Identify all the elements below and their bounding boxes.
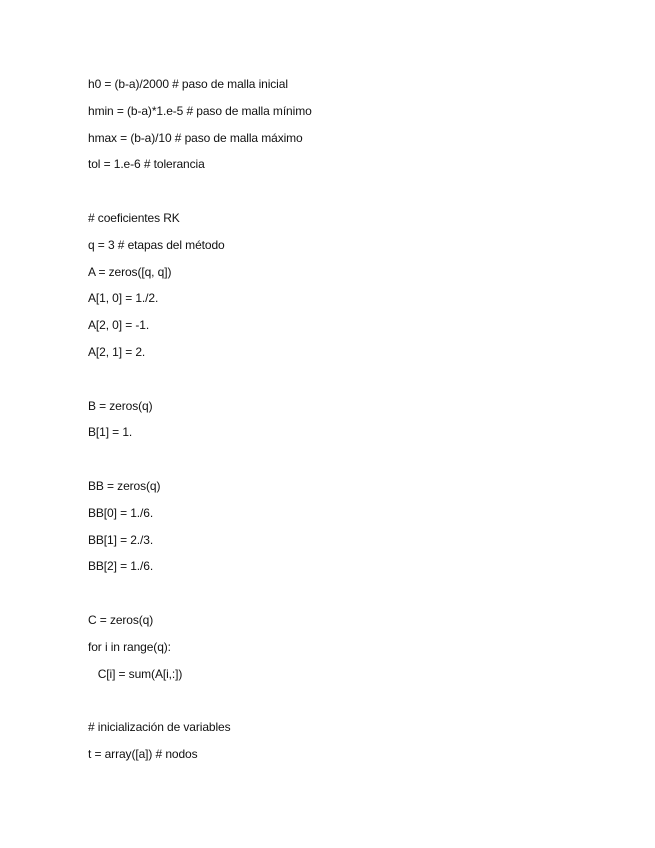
code-line: h0 = (b-a)/2000 # paso de malla inicial <box>88 77 288 91</box>
code-line: hmin = (b-a)*1.e-5 # paso de malla mínimo <box>88 103 312 118</box>
code-line: C = zeros(q) <box>88 612 154 627</box>
code-line: # inicialización de variables <box>88 720 231 735</box>
blank-line <box>88 585 568 612</box>
code-line: C[i] = sum(A[i,:]) <box>88 666 183 681</box>
code-line: A[2, 0] = -1. <box>88 318 150 333</box>
blank-line <box>88 451 568 478</box>
code-line: t = array([a]) # nodos <box>88 746 198 761</box>
code-line: BB[1] = 2./3. <box>88 532 154 547</box>
blank-line <box>88 371 568 398</box>
code-line: A = zeros([q, q]) <box>88 264 172 279</box>
blank-line <box>88 692 568 719</box>
code-line: B[1] = 1. <box>88 425 133 440</box>
code-line: BB[2] = 1./6. <box>88 559 154 574</box>
code-line: B = zeros(q) <box>88 398 153 413</box>
blank-line <box>88 183 568 210</box>
code-line: A[1, 0] = 1./2. <box>88 291 159 306</box>
code-line: tol = 1.e-6 # tolerancia <box>88 157 205 172</box>
code-line: for i in range(q): <box>88 639 171 654</box>
code-line: BB[0] = 1./6. <box>88 505 154 520</box>
code-line: hmax = (b-a)/10 # paso de malla máximo <box>88 130 303 145</box>
code-line: BB = zeros(q) <box>88 478 161 493</box>
code-line: A[2, 1] = 2. <box>88 344 146 359</box>
code-line: # coeficientes RK <box>88 210 180 225</box>
code-line: q = 3 # etapas del método <box>88 237 225 252</box>
code-block <box>88 76 568 773</box>
